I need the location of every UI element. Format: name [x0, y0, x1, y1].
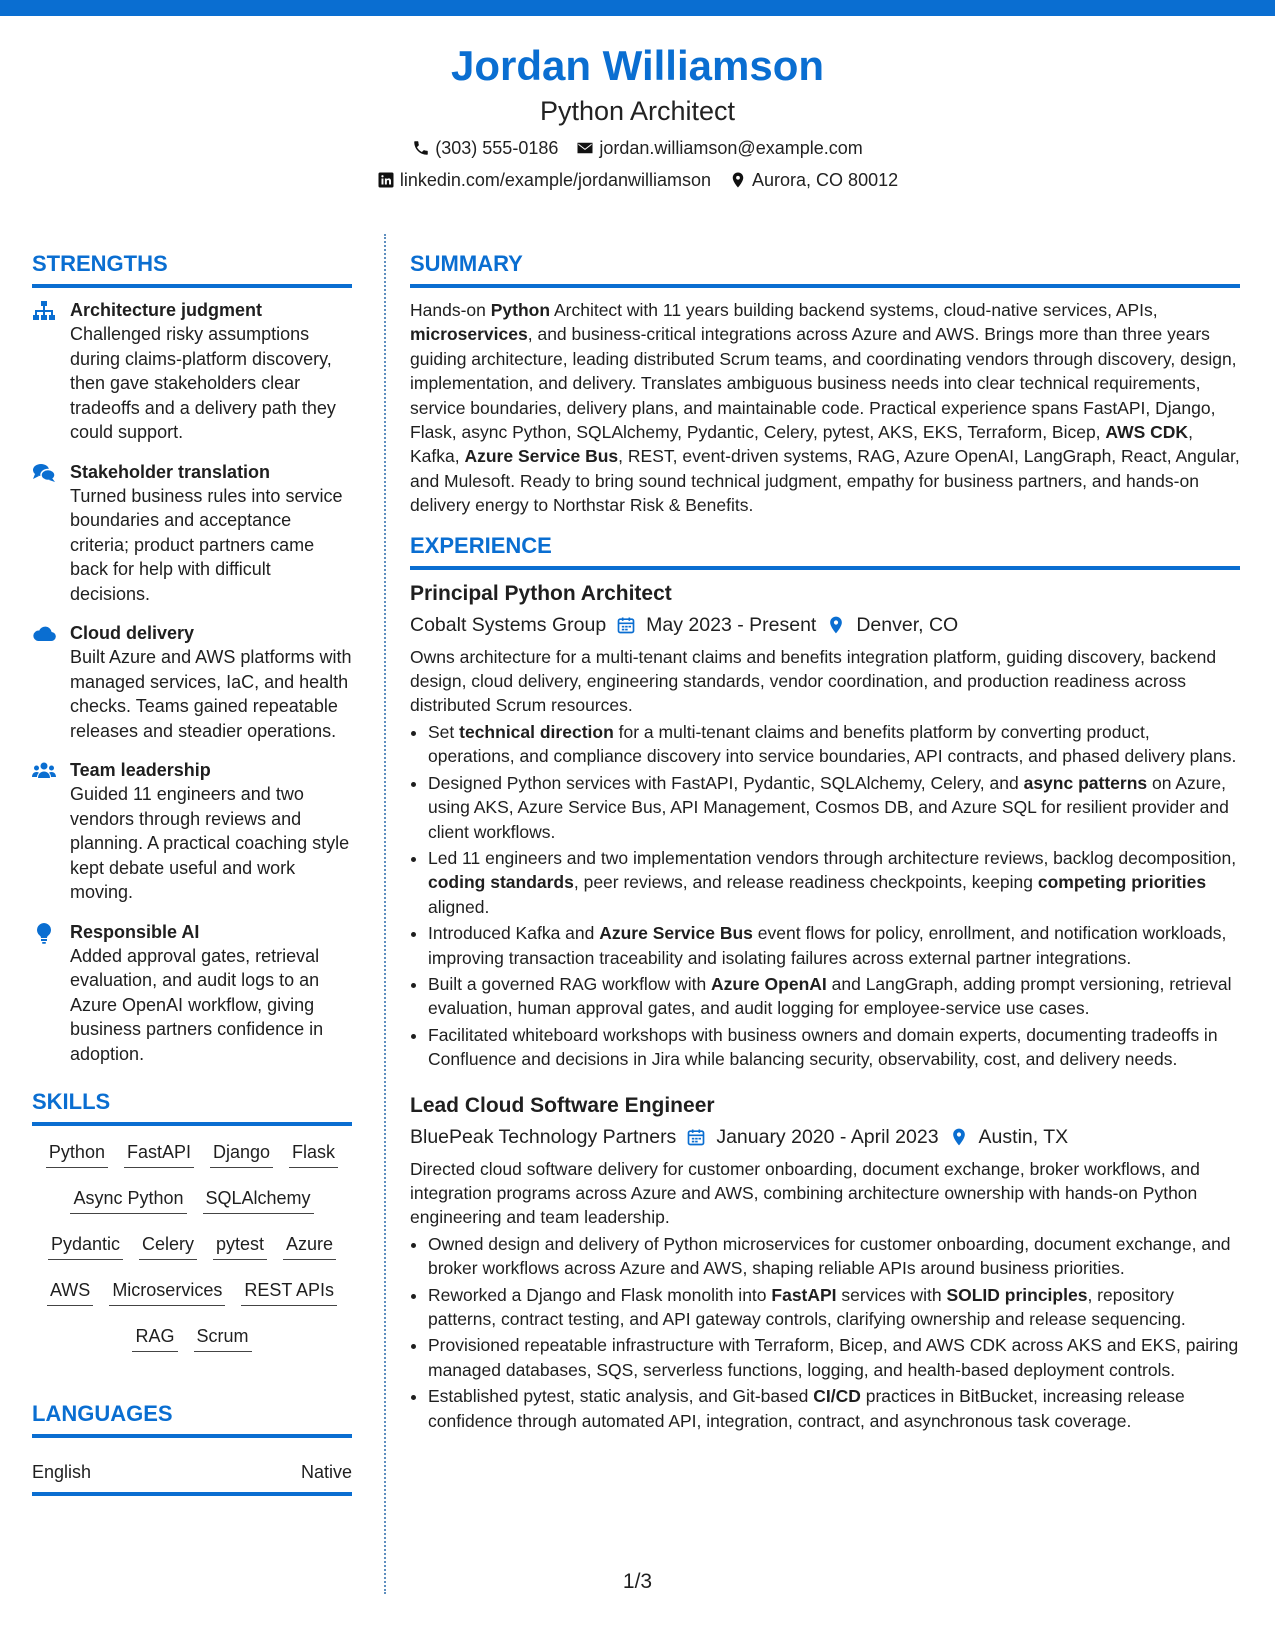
job-bullet: • Set technical direction for a multi-tenant claims and benefits platform by converting product, operations, and compliance discovery into service boundaries, API contracts, and phased delivery plans. [428, 720, 1240, 769]
language-level: Native [300, 1462, 352, 1482]
map-pin-icon [949, 1127, 969, 1147]
contact-row-1 [0, 136, 1275, 160]
job-company: Cobalt Systems Group [410, 613, 607, 636]
phone-contact [412, 136, 558, 160]
skill-tag: Pydantic [48, 1232, 123, 1260]
job-entry [410, 580, 1240, 1072]
job-meta [410, 611, 1240, 639]
strength-desc: Guided 11 engineers and two vendors through reviews and planning. A practical coaching style kept debate useful and work moving. [70, 784, 350, 902]
strength-item [32, 460, 352, 607]
right-column [410, 250, 1240, 1435]
skill-tag: Async Python [70, 1186, 186, 1214]
skill-tag: AWS [47, 1278, 93, 1306]
skill-tag: Celery [139, 1232, 197, 1260]
language-name: English [32, 1462, 92, 1482]
linkedin-icon [377, 171, 395, 189]
skill-tag: Django [210, 1140, 273, 1168]
job-bullet: • Reworked a Django and Flask monolith into FastAPI services with SOLID principles, repository patterns, contract testing, and API gateway controls, clarifying ownership and release sequencing. [428, 1283, 1240, 1332]
lightbulb-icon [32, 922, 56, 944]
summary-title: SUMMARY [410, 250, 1240, 288]
job-meta [410, 1123, 1240, 1151]
job-bullet: • Built a governed RAG workflow with Azure OpenAI and LangGraph, adding prompt versioning, retrieval evaluation, human approval gates, and audit logging for employee-service use cases. [428, 972, 1240, 1021]
location-contact [729, 168, 898, 192]
users-icon [32, 760, 56, 782]
resume-header [0, 40, 1275, 192]
job-bullets [410, 1232, 1240, 1433]
job-description: Directed cloud software delivery for customer onboarding, document exchange, broker workflows, and integration programs across Azure and AWS, combining architecture ownership with hands-on Python engineering and team leadership. [410, 1158, 1200, 1228]
calendar-icon [616, 615, 636, 635]
left-column [32, 250, 352, 1496]
strengths-title: STRENGTHS [32, 250, 352, 288]
map-pin-icon [729, 171, 747, 189]
cloud-icon [32, 623, 56, 645]
job-dates: January 2020 - April 2023 [716, 1125, 939, 1148]
strength-desc: Challenged risky assumptions during claims-platform discovery, then gave stakeholders clear tradeoffs and a delivery path they could support. [70, 324, 336, 442]
calendar-icon [686, 1127, 706, 1147]
skill-tag: Microservices [109, 1278, 225, 1306]
strength-title: Cloud delivery [70, 623, 195, 643]
skill-tag: REST APIs [241, 1278, 337, 1306]
strength-title: Team leadership [70, 760, 211, 780]
candidate-role: Python Architect [539, 96, 736, 126]
job-title: Principal Python Architect [410, 581, 672, 605]
strength-item [32, 920, 352, 1067]
strength-title: Responsible AI [70, 921, 200, 942]
job-bullet: • Led 11 engineers and two implementation vendors through architecture reviews, backlog decomposition, coding standards, peer reviews, and release readiness checkpoints, keeping competing priorities aligned. [428, 846, 1240, 919]
top-accent-bar [0, 0, 1275, 16]
job-bullet: • Facilitated whiteboard workshops with business owners and domain experts, documenting tradeoffs in Confluence and decisions in Jira while balancing security, observability, cost, and delivery needs. [428, 1023, 1240, 1072]
job-description: Owns architecture for a multi-tenant claims and benefits integration platform, guiding discovery, backend design, cloud delivery, engineering standards, vendor coordination, and production readiness across distributed Scrum resources. [410, 646, 1217, 716]
strength-desc: Turned business rules into service boundaries and acceptance criteria; product partners came back for help with difficult decisions. [70, 485, 343, 604]
email-contact[interactable] [576, 136, 862, 160]
job-bullet: • Introduced Kafka and Azure Service Bus event flows for policy, enrollment, and notification workloads, improving transaction traceability and isolating failures across external partner integrations. [428, 921, 1240, 970]
contact-row-2 [0, 168, 1275, 192]
job-bullet: • Owned design and delivery of Python microservices for customer onboarding, document exchange, and broker workflows across Azure and AWS, shaping reliable APIs around business priorities. [428, 1232, 1240, 1281]
phone-icon [412, 139, 430, 157]
strength-item [32, 758, 352, 905]
phone-text: (303) 555-0186 [435, 138, 559, 158]
strength-title: Architecture judgment [70, 300, 263, 320]
job-bullet: • Established pytest, static analysis, and Git-based CI/CD practices in BitBucket, increasing release confidence through automated API, integration, contract, and asynchronous task coverage. [428, 1384, 1240, 1433]
skills-list [32, 1136, 352, 1352]
job-bullet: • Designed Python services with FastAPI, Pydantic, SQLAlchemy, Celery, and async patterns on Azure, using AKS, Azure Service Bus, API Management, Cosmos DB, and Azure SQL for resilient provider and client workflows. [428, 771, 1240, 844]
location-text: Aurora, CO 80012 [752, 170, 899, 190]
linkedin-text: linkedin.com/example/jordanwilliamson [399, 170, 712, 190]
strength-item [32, 621, 352, 743]
skill-tag: Flask [289, 1140, 338, 1168]
email-text: jordan.williamson@example.com [599, 138, 863, 158]
languages-title: LANGUAGES [32, 1400, 352, 1438]
linkedin-contact[interactable] [377, 168, 711, 192]
job-entry [410, 1092, 1240, 1433]
job-bullets [410, 720, 1240, 1072]
column-divider [384, 234, 386, 1594]
comments-icon [32, 462, 56, 484]
skill-tag: pytest [213, 1232, 267, 1260]
skill-tag: FastAPI [124, 1140, 194, 1168]
envelope-icon [576, 139, 594, 157]
skill-tag: RAG [132, 1324, 177, 1352]
strength-desc: Built Azure and AWS platforms with managed services, IaC, and health checks. Teams gained repeatable releases and steadier operations. [70, 647, 352, 741]
page-indicator: 1/3 [622, 1570, 653, 1593]
job-bullet: • Provisioned repeatable infrastructure with Terraform, Bicep, and AWS CDK across AKS and EKS, pairing managed databases, SQS, serverless functions, logging, and health-based deployment controls. [428, 1333, 1240, 1382]
skill-tag: Azure [283, 1232, 336, 1260]
strength-title: Stakeholder translation [70, 461, 271, 482]
job-location: Austin, TX [978, 1125, 1069, 1148]
language-row [32, 1448, 352, 1496]
skill-tag: Scrum [194, 1324, 252, 1352]
skills-title: SKILLS [32, 1088, 352, 1126]
map-pin-icon [826, 615, 846, 635]
skill-tag: Python [46, 1140, 108, 1168]
experience-title: EXPERIENCE [410, 532, 1240, 570]
job-dates: May 2023 - Present [646, 613, 817, 636]
job-title: Lead Cloud Software Engineer [410, 1093, 715, 1117]
job-location: Denver, CO [856, 613, 959, 636]
summary-text: Hands-on Python Architect with 11 years building backend systems, cloud-native services, APIs, microservices, and business-critical integrations across Azure and AWS. Brings more than three years guiding architecture, leading distributed Scrum teams, and coordinating vendors through discovery, design, implementation, and delivery. Translates ambiguous business needs into clear technical requirements, service boundaries, delivery plans, and maintainable code. Practical experience spans FastAPI, Django, Flask, async Python, SQLAlchemy, Pydantic, Celery, pytest, AKS, EKS, Terraform, Bicep, AWS CDK, Kafka, Azure Service Bus, REST, event-driven systems, RAG, Azure OpenAI, LangGraph, React, Angular, and Mulesoft. Ready to bring sound technical judgment, empathy for business partners, and hands-on delivery energy to Northstar Risk & Benefits. [410, 300, 1240, 516]
sitemap-icon [32, 300, 56, 322]
strength-desc: Added approval gates, retrieval evaluation, and audit logs to an Azure OpenAI workflow, giving business partners confidence in adoption. [70, 945, 324, 1064]
skill-tag: SQLAlchemy [203, 1186, 314, 1214]
job-company: BluePeak Technology Partners [410, 1125, 677, 1148]
strength-item [32, 298, 352, 445]
candidate-name: Jordan Williamson [450, 42, 825, 89]
